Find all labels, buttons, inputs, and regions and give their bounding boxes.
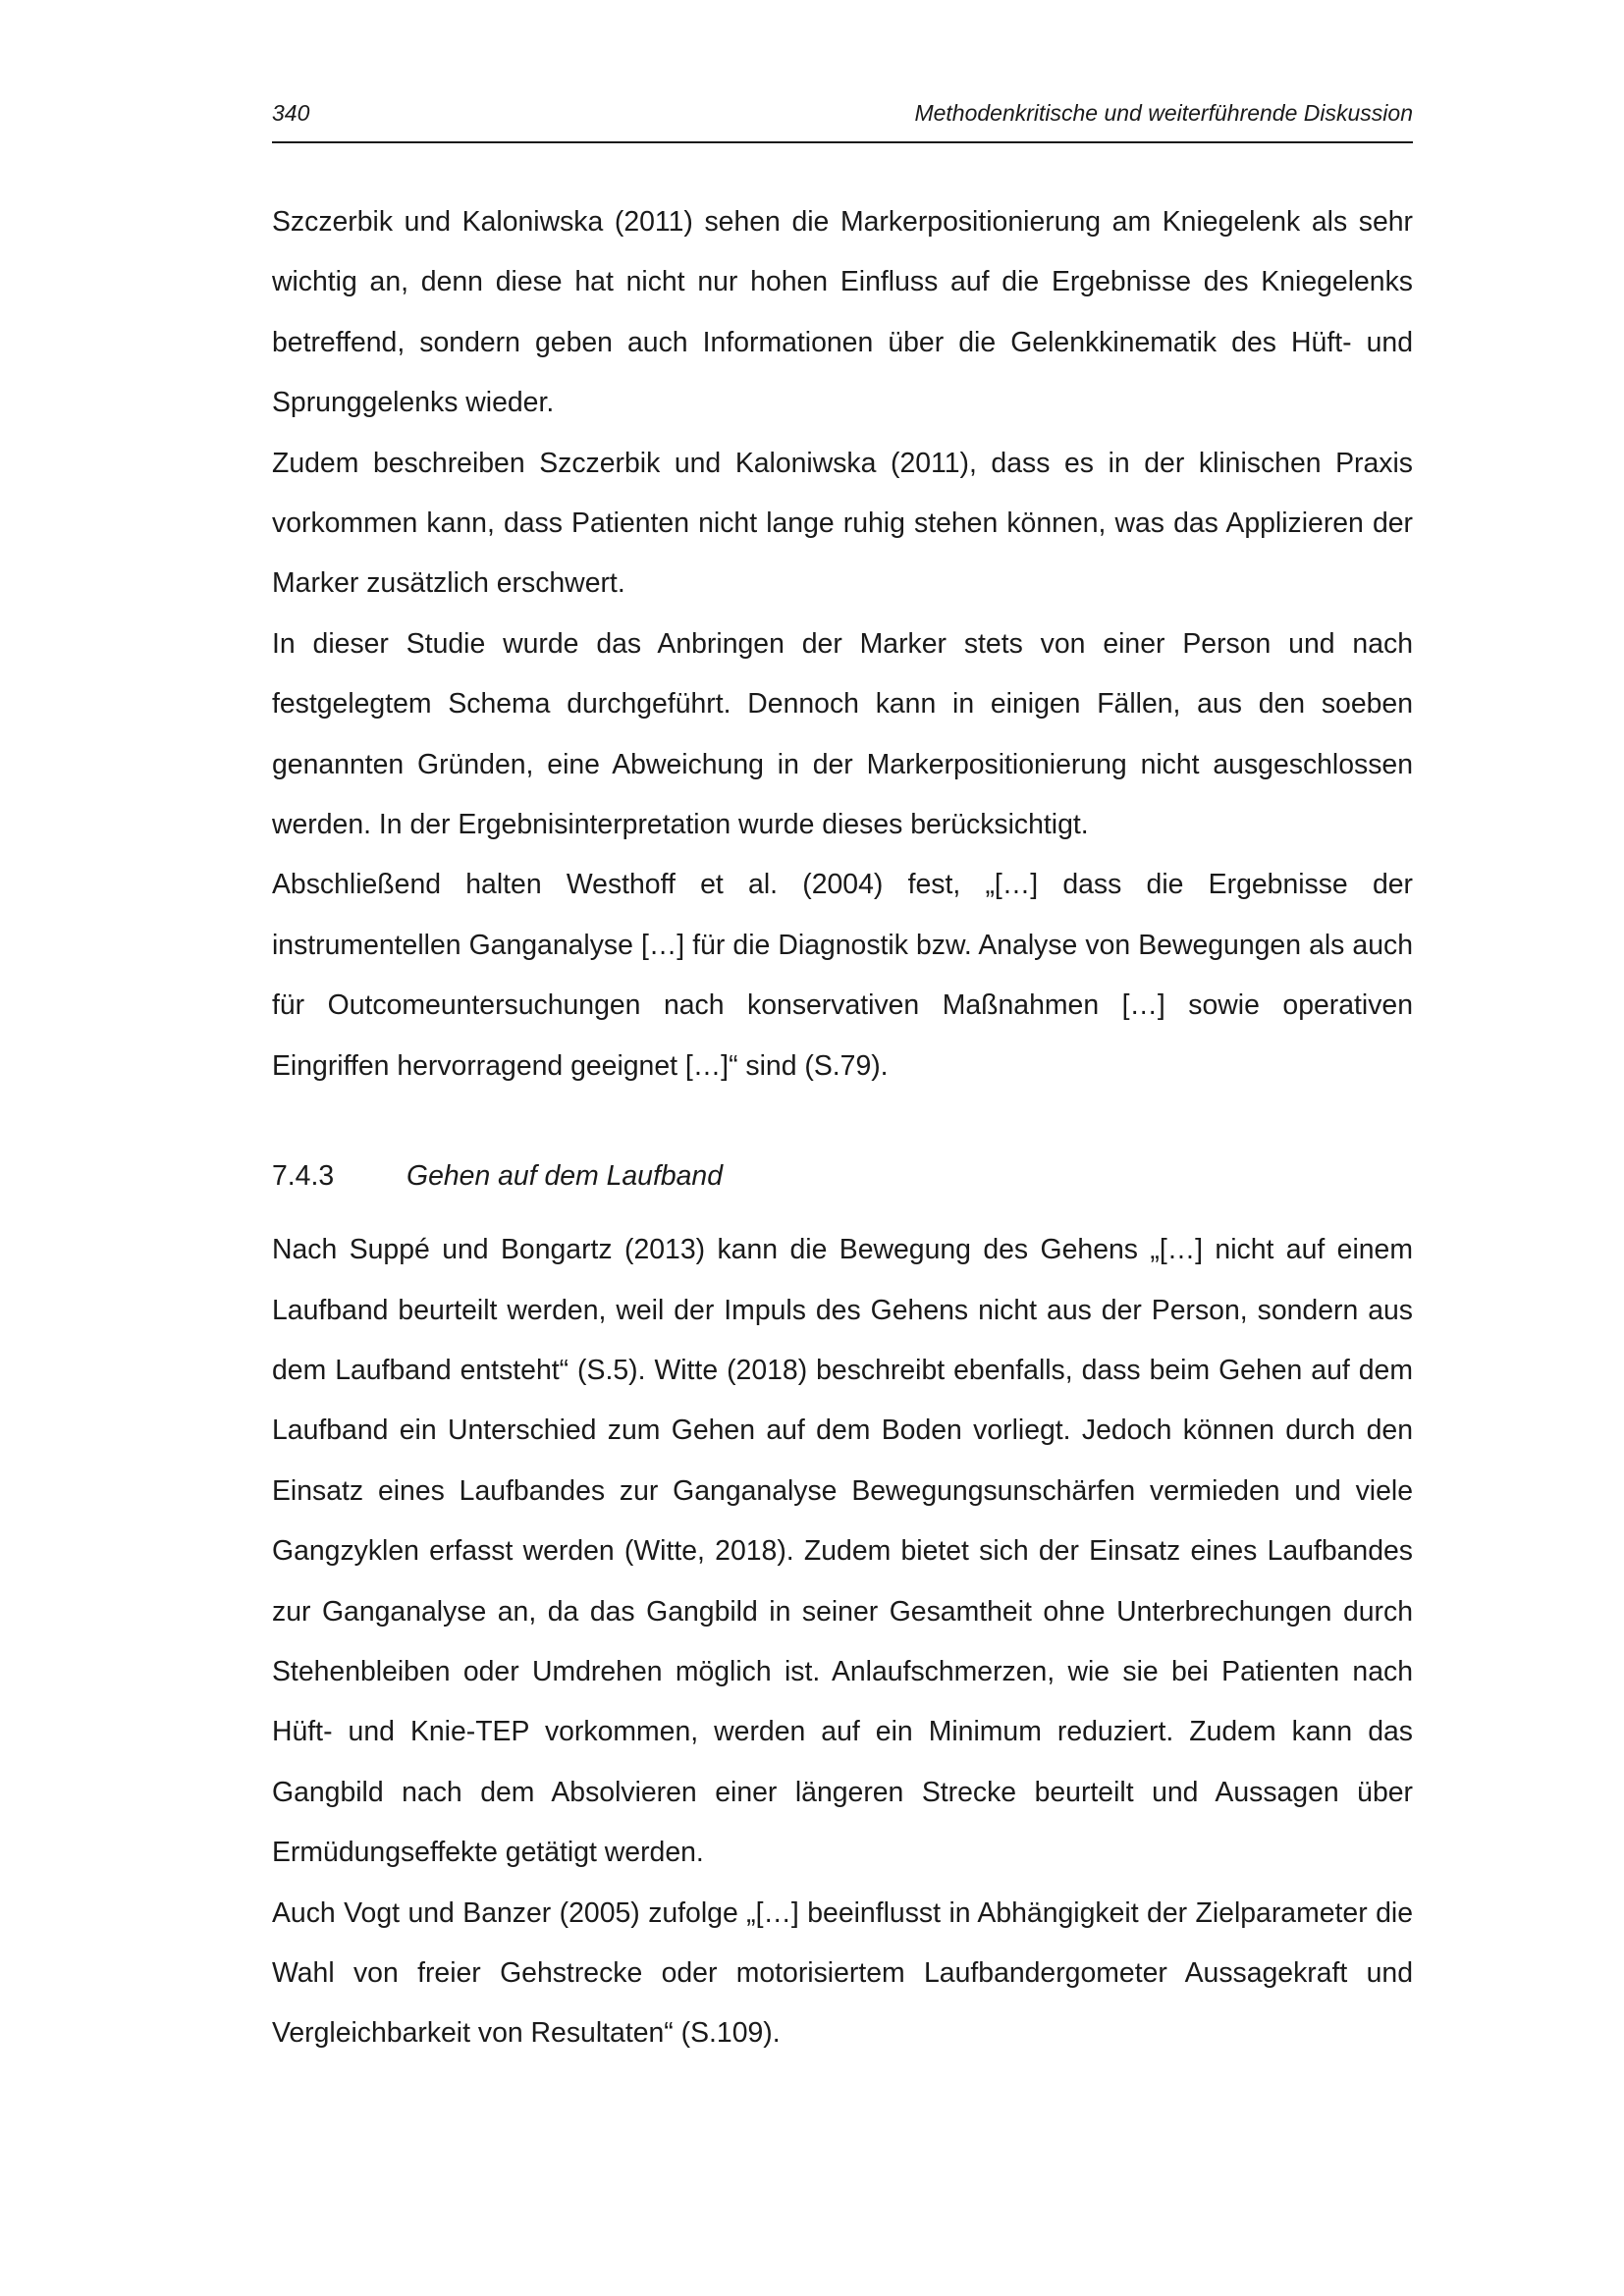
paragraph: Abschließend halten Westhoff et al. (2004) fest, „[…] dass die Ergebnisse der instrumentellen Ganganalyse […] für die Diagnostik bzw. Analyse von Bewegungen als auch für Outcomeuntersuchungen nach konservativen Maßnahmen […] sowie operativen Eingriffen hervorragend geeignet […]“ sind (S.79). <box>272 869 1413 1082</box>
running-title: Methodenkritische und weiterführende Diskussion <box>914 100 1413 126</box>
page-header <box>272 98 1413 143</box>
section-heading <box>272 1151 1413 1201</box>
paragraph: Zudem beschreiben Szczerbik und Kaloniwska (2011), dass es in der klinischen Praxis vorkommen kann, dass Patienten nicht lange ruhig stehen können, was das Applizieren der Marker zusätzlich erschwert. <box>272 447 1413 600</box>
section-number: 7.4.3 <box>272 1160 335 1193</box>
page-number: 340 <box>272 100 310 126</box>
paragraph: Szczerbik und Kaloniwska (2011) sehen die Markerpositionierung am Kniegelenk als sehr wichtig an, denn diese hat nicht nur hohen Einfluss auf die Ergebnisse des Kniegelenks betreffend, sondern geben auch Informationen über die Gelenkkinematik des Hüft- und Sprunggelenks wieder. <box>272 206 1413 419</box>
paragraph: Auch Vogt und Banzer (2005) zufolge „[…] beeinflusst in Abhängigkeit der Zielparameter die Wahl von freier Gehstrecke oder motorisiertem Laufbandergometer Aussagekraft und Vergleichbarkeit von Resultaten“ (S.109). <box>272 1896 1413 2050</box>
body-text <box>272 192 1413 2064</box>
paragraph: Nach Suppé und Bongartz (2013) kann die Bewegung des Gehens „[…] nicht auf einem Laufband beurteilt werden, weil der Impuls des Gehens nicht aus der Person, sondern aus dem Laufband entsteht“ (S.5). Witte (2018) beschreibt ebenfalls, dass beim Gehen auf dem Laufband ein Unterschied zum Gehen auf dem Boden vorliegt. Jedoch können durch den Einsatz eines Laufbandes zur Ganganalyse Bewegungsunschärfen vermieden und viele Gangzyklen erfasst werden (Witte, 2018). Zudem bietet sich der Einsatz eines Laufbandes zur Ganganalyse an, da das Gangbild in seiner Gesamtheit ohne Unterbrechungen durch Stehenbleiben oder Umdrehen möglich ist. Anlaufschmerzen, wie sie bei Patienten nach Hüft- und Knie-TEP vorkommen, werden auf ein Minimum reduziert. Zudem kann das Gangbild nach dem Absolvieren einer längeren Strecke beurteilt und Aussagen über Ermüdungseffekte getätigt werden. <box>272 1234 1413 1869</box>
section-title: Gehen auf dem Laufband <box>406 1160 724 1193</box>
paragraph: In dieser Studie wurde das Anbringen der Marker stets von einer Person und nach festgelegtem Schema durchgeführt. Dennoch kann in einigen Fällen, aus den soeben genannten Gründen, eine Abweichung in der Markerpositionierung nicht ausgeschlossen werden. In der Ergebnisinterpretation wurde dieses berücksichtigt. <box>272 627 1413 841</box>
